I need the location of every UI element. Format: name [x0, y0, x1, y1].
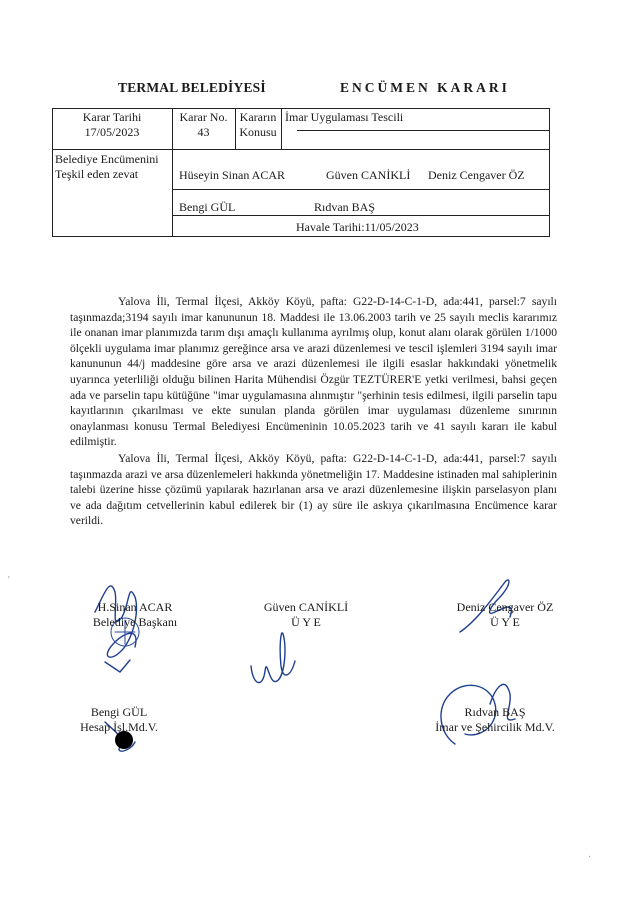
decision-number-value: 43: [197, 124, 210, 139]
decision-subject-label-line1: Kararın: [239, 110, 277, 124]
council-member-1: Hüseyin Sinan ACAR: [179, 168, 286, 182]
signature-block-gul: [54, 705, 184, 734]
council-label-line2: Teşkil eden zevat: [55, 166, 139, 181]
municipality-title: TERMAL BELEDİYESİ: [118, 80, 266, 95]
signatory-name-acar: H.Sinan ACAR: [97, 600, 173, 614]
signature-block-oz: [440, 600, 570, 629]
signatory-title-canikli: Ü Y E: [291, 614, 321, 629]
signatory-name-gul: Bengi GÜL: [90, 705, 148, 719]
decision-table: [52, 108, 550, 237]
signature-block-canikli: [246, 600, 366, 629]
signatory-name-oz: Deniz Cengaver ÖZ: [456, 600, 554, 614]
signatory-name-canikli: Güven CANİKLİ: [263, 600, 349, 614]
council-member-2: Güven CANİKLİ: [326, 168, 411, 182]
decision-date-value: 17/05/2023: [84, 124, 140, 139]
council-member-4: Bengi GÜL: [179, 200, 236, 214]
signature-canikli-scrawl: [243, 626, 303, 696]
referral-date: Havale Tarihi:11/05/2023: [296, 220, 419, 234]
signatory-title-acar: Belediye Başkanı: [92, 614, 178, 629]
body-paragraph-1: Yalova İli, Termal İlçesi, Akköy Köyü, pafta: G22-D-14-C-1-D, ada:441, parsel:7 sayılı taşınmazda;3194 sayılı imar kanununun 18. Maddesi ile 13.06.2003 tarih ve 25 sayılı meclis kararımız ile onanan imar planımızda tarım dışı amaçlı kullanıma ayrılmış olup, konut alanı olarak görülen 1/1000 ölçekli uygulama imar planımız gereğince arsa ve arazi düzenlemesi ve tescil işlemleri 3194 sayılı imar kanununun 44/j maddesine göre arsa ve arazi düzenlemesi ile ilgili esaslar hakkındaki yönetmelik uyarınca yeterliliği olduğu bilinen Harita Mühendisi Özgür TEZTÜRER'E yetki verilmesi, bahsi geçen ada ve parselin tapu kütüğüne "imar uygulamasına alınmıştır "şerhinin tesis edilmesi, ilgili parselin tapu kayıtlarının çıkarılması ve ekte sunulan planda görülen imar uygulaması düzenleme sınırının onaylanması konusu Termal Belediyesi Encümeninin 10.05.2023 tarih ve 41 sayılı kararı ile kabul edilmiştir.: [70, 295, 557, 449]
decision-subject-value: İmar Uygulaması Tescili: [285, 110, 404, 124]
decision-body: [70, 294, 557, 529]
council-member-5: Rıdvan BAŞ: [314, 200, 376, 214]
council-member-3: Deniz Cengaver ÖZ: [428, 168, 525, 182]
signatory-title-gul: Hesap İşl.Md.V.: [80, 719, 158, 734]
body-paragraph-2: Yalova İli, Termal İlçesi, Akköy Köyü, pafta: G22-D-14-C-1-D, ada:441, parsel:7 sayılı taşınmazda arazi ve arsa düzenlemeleri hakkında yönetmeliğin 17. Maddesine istinaden mal sahiplerinin talebi üzerine hisse çözümü yapılarak hazırlanan arsa ve arazi düzenlemesine ilişkin parselasyon planı ve ada dağıtım cetvellerinin kabul edilerek bir (1) ay süre ile askıya çıkarılmasına Encümence karar verildi.: [70, 451, 557, 528]
decision-date-label: Karar Tarihi: [82, 110, 142, 124]
document-type-title: ENCÜMEN KARARI: [340, 80, 510, 95]
signature-block-acar: [70, 600, 200, 629]
signatory-title-oz: Ü Y E: [490, 614, 520, 629]
council-label-line1: Belediye Encümenini: [55, 152, 159, 166]
signature-block-bas: [420, 705, 570, 734]
decision-subject-label-line2: Konusu: [239, 124, 277, 139]
signatory-title-bas: İmar ve Şehircilik Md.V.: [435, 719, 555, 734]
decision-number-label: Karar No.: [179, 110, 228, 124]
signatory-name-bas: Rıdvan BAŞ: [464, 705, 526, 719]
